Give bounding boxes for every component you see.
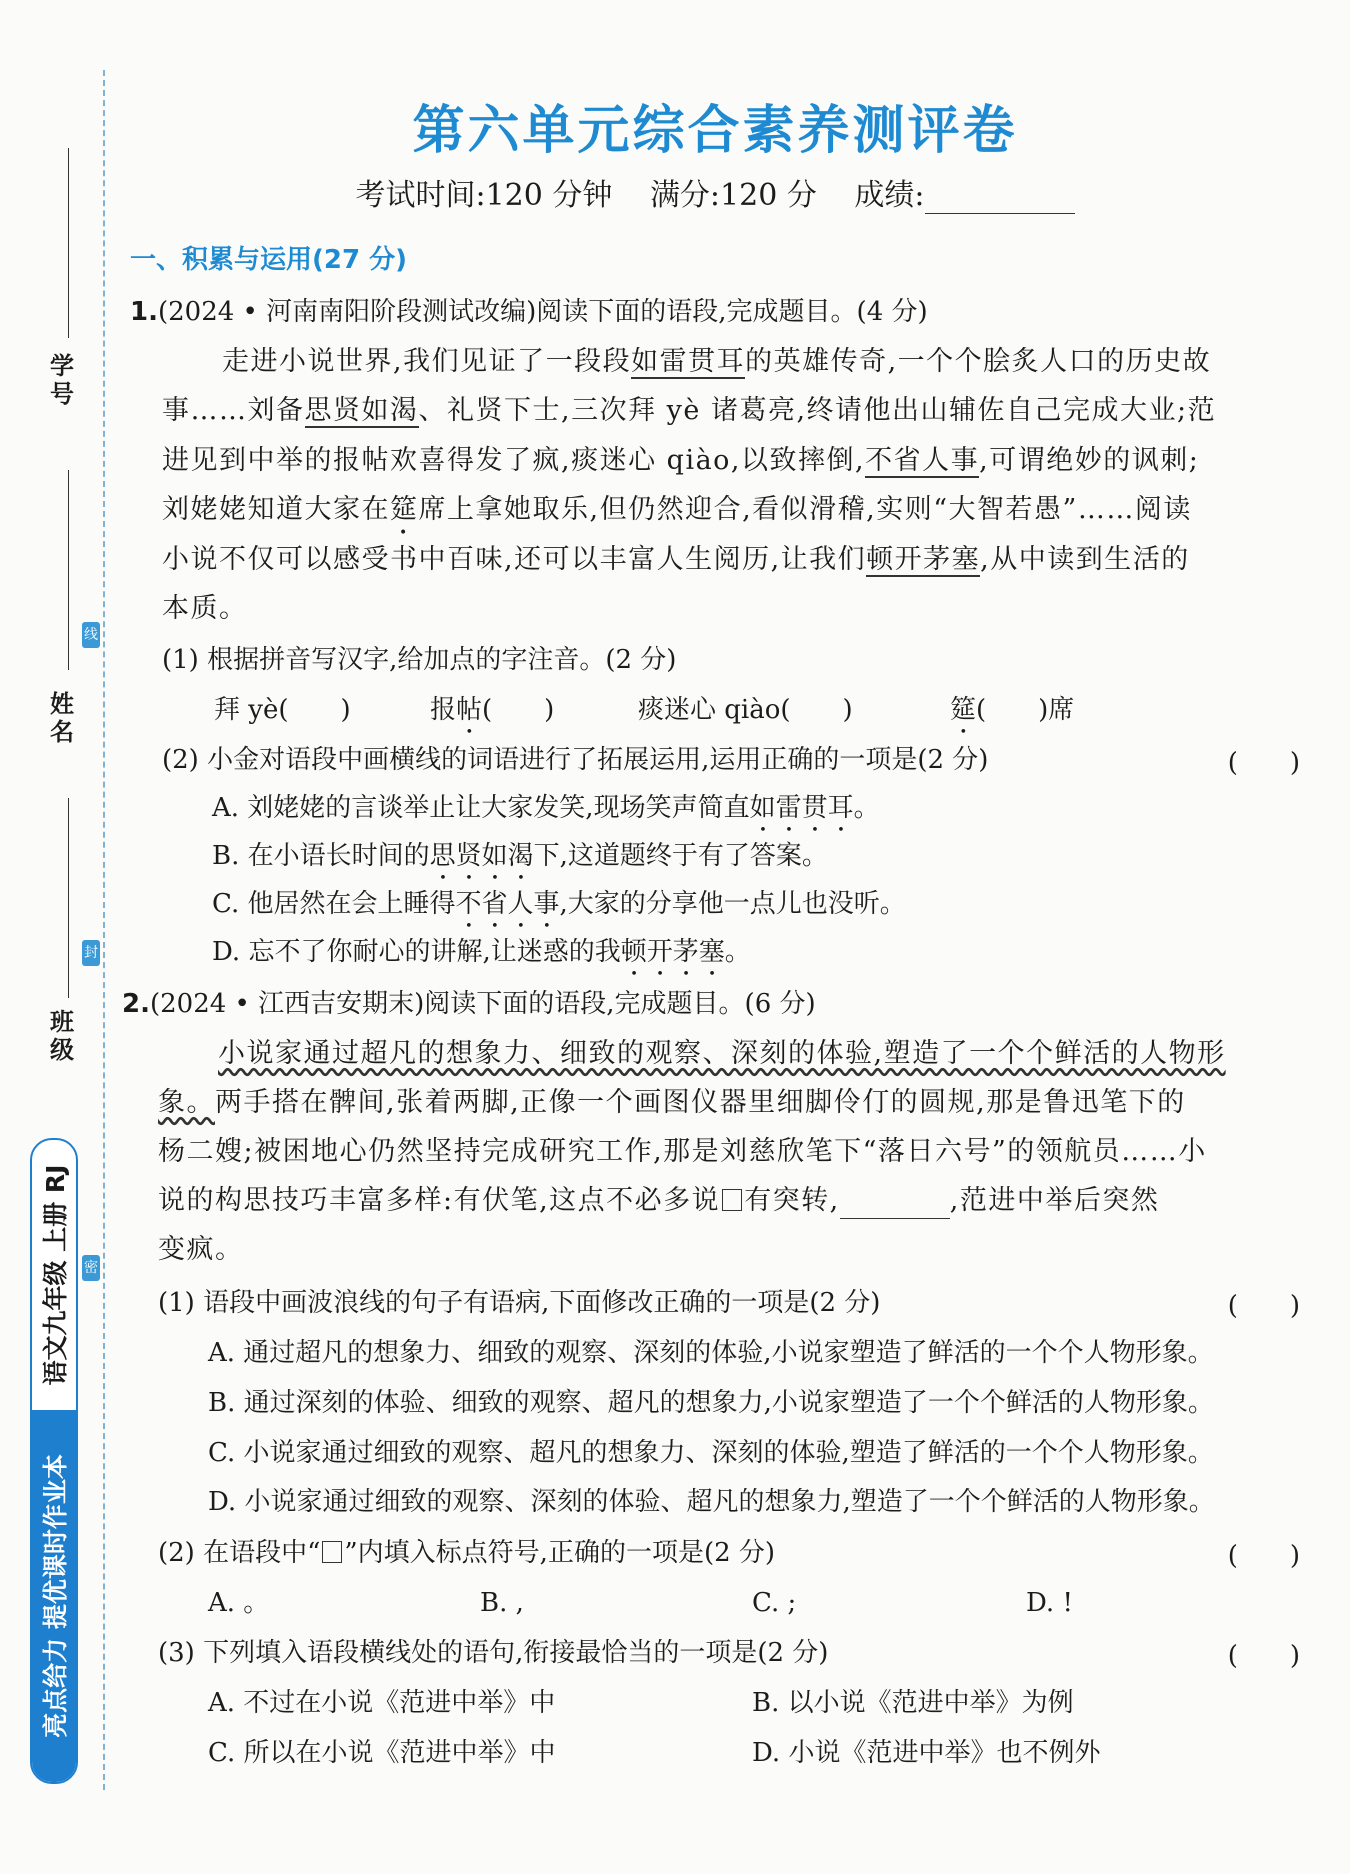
option-b[interactable]	[212, 838, 828, 886]
spine-grade-text: 语文九年级 上册 RJ	[41, 1164, 70, 1386]
underlined-word: 如雷贯耳	[631, 346, 746, 377]
text: 事……刘备	[162, 395, 305, 426]
text: 报	[430, 695, 457, 725]
score-field[interactable]	[854, 178, 1074, 213]
option-d[interactable]: D. 小说《范进中举》也不例外	[752, 1738, 1101, 1768]
q2-sub2-stem	[158, 1535, 775, 1571]
text: ,从中读到生活的	[980, 544, 1190, 575]
text: 。	[853, 793, 880, 823]
option-b[interactable]: B. 以小说《范进中举》为例	[752, 1688, 1074, 1718]
name-line	[68, 470, 69, 670]
text: ,大家的分享他一点儿也没听。	[559, 889, 906, 919]
punctuation-box	[322, 1541, 342, 1563]
class-line	[68, 798, 69, 998]
text: D. 忘不了你耐心的讲解,让迷惑的我	[212, 937, 621, 967]
text: C. 他居然在会上睡得	[212, 889, 456, 919]
spine-brand-text: 亮点给力 提优课时作业本	[41, 1454, 70, 1738]
text: B. 在小语长时间的	[212, 841, 430, 871]
q1-passage-line: 本质。	[162, 593, 248, 624]
q1-sub1-item[interactable]	[430, 692, 554, 740]
answer-paren[interactable]: ( )	[1227, 1291, 1300, 1321]
text: 刘姥姥知道大家在	[162, 494, 390, 525]
fill-blank[interactable]	[840, 1192, 950, 1219]
option-d[interactable]: D. 小说家通过细致的观察、深刻的体验、超凡的想象力,塑造了一个个鲜活的人物形象。	[208, 1487, 1215, 1517]
q2-passage-line: 杨二嫂;被困地心仍然坚持完成研究工作,那是刘慈欣笔下“落日六号”的领航员……小	[158, 1136, 1207, 1167]
text: ( )	[482, 695, 555, 725]
text: 两手搭在髀间,张着两脚,正像一个画图仪器里细脚伶仃的圆规,那是鲁迅笔下的	[215, 1087, 1186, 1118]
option-c[interactable]: C. 所以在小说《范进中举》中	[208, 1738, 556, 1768]
student-id-label: 学号	[50, 352, 74, 408]
text: 下,这道题终于有了答案。	[533, 841, 828, 871]
text: 说的构思技巧丰富多样:有伏笔,这点不必多说	[158, 1185, 721, 1216]
option-a[interactable]: A. 不过在小说《范进中举》中	[208, 1688, 556, 1718]
q2-passage-line	[158, 1183, 1159, 1219]
class-label: 班级	[50, 1008, 74, 1064]
text: ,可谓绝妙的讽刺;	[979, 445, 1200, 476]
text: 的英雄传奇,一个个脍炙人口的历史故	[745, 346, 1212, 377]
option-d[interactable]	[212, 934, 751, 982]
dense-mark: 密	[82, 1255, 100, 1281]
text: ,范进中举后突然	[949, 1185, 1160, 1216]
wavy-sentence: 小说家通过超凡的想象力、细致的观察、深刻的体验,塑造了一个个鲜活的人物形	[218, 1038, 1226, 1069]
q2-passage-line: 变疯。	[158, 1234, 244, 1265]
underlined-word: 思贤如渴	[304, 395, 419, 426]
q1-passage-line	[162, 492, 1192, 541]
name-label: 姓名	[50, 690, 74, 746]
dotted-char: 筵	[950, 695, 977, 725]
dotted-word: 如雷贯耳	[749, 793, 854, 823]
q1-number: 1.	[130, 297, 158, 327]
q1-passage-line	[222, 344, 1211, 380]
q1-sub1-stem: (1) 根据拼音写汉字,给加点的字注音。(2 分)	[162, 645, 677, 675]
option-c[interactable]: C. ;	[752, 1588, 797, 1618]
answer-paren[interactable]: ( )	[1227, 748, 1300, 778]
q1-passage-line	[162, 393, 1216, 429]
q2-sub3-stem: (3) 下列填入语段横线处的语句,衔接最恰当的一项是(2 分)	[158, 1638, 829, 1668]
option-a[interactable]: A. 。	[208, 1588, 270, 1618]
underlined-word: 顿开茅塞	[866, 544, 981, 575]
text: 进见到中举的报帖欢喜得发了疯,痰迷心 qiào,以致摔倒,	[162, 445, 866, 476]
q2-intro: (2024 • 江西吉安期末)阅读下面的语段,完成题目。(6 分)	[149, 989, 816, 1019]
exam-info	[130, 170, 1300, 214]
line-mark: 线	[82, 622, 100, 648]
book-spine-label	[30, 1138, 78, 1784]
q1-sub1-item[interactable]	[950, 692, 1074, 740]
q2-header	[122, 986, 816, 1022]
binding-dashed-line	[103, 70, 105, 1790]
dotted-char: 帖	[456, 695, 483, 725]
text: ( )席	[976, 695, 1075, 725]
dotted-char: 筵	[390, 494, 419, 525]
option-a[interactable]	[212, 790, 880, 838]
section-title: 一、积累与运用(27 分)	[130, 245, 407, 275]
q1-sub1-item[interactable]: 痰迷心 qiào( )	[638, 695, 853, 725]
wavy-sentence: 象。	[158, 1087, 215, 1118]
option-c[interactable]: C. 小说家通过细致的观察、超凡的想象力、深刻的体验,塑造了鲜活的一个个人物形象。	[208, 1438, 1214, 1468]
q1-sub1-item[interactable]: 拜 yè( )	[214, 695, 351, 725]
exam-time: 考试时间:120 分钟	[355, 178, 613, 213]
q2-sub1-stem: (1) 语段中画波浪线的句子有语病,下面修改正确的一项是(2 分)	[158, 1288, 881, 1318]
full-score: 满分:120 分	[649, 178, 817, 213]
answer-paren[interactable]: ( )	[1227, 1641, 1300, 1671]
q1-passage-line	[162, 542, 1190, 578]
q1-passage-line	[162, 443, 1199, 479]
option-c[interactable]	[212, 886, 906, 934]
page-title: 第六单元综合素养测评卷	[412, 101, 1018, 161]
dotted-word: 顿开茅塞	[620, 937, 725, 967]
text: 小说不仅可以感受书中百味,还可以丰富人生阅历,让我们	[162, 544, 867, 575]
text: ”内填入标点符号,正确的一项是(2 分)	[344, 1538, 776, 1568]
text: 席上拿她取乐,但仍然迎合,看似滑稽,实则“大智若愚”……阅读	[418, 494, 1192, 525]
q1-header	[130, 294, 928, 330]
q2-passage-line	[158, 1085, 1186, 1121]
text: 。	[724, 937, 751, 967]
text: 有突转,	[744, 1185, 840, 1216]
answer-paren[interactable]: ( )	[1227, 1541, 1300, 1571]
text: A. 刘姥姥的言谈举止让大家发笑,现场笑声简直	[212, 793, 750, 823]
q2-passage-line	[218, 1036, 1226, 1072]
score-blank[interactable]	[925, 187, 1075, 214]
underlined-word: 不省人事	[865, 445, 980, 476]
dotted-word: 不省人事	[455, 889, 560, 919]
text: (2) 在语段中“	[158, 1538, 321, 1568]
text: 走进小说世界,我们见证了一段段	[222, 346, 632, 377]
q1-intro: (2024 • 河南南阳阶段测试改编)阅读下面的语段,完成题目。(4 分)	[157, 297, 928, 327]
dotted-word: 思贤如渴	[429, 841, 534, 871]
text: 、礼贤下士,三次拜 yè 诸葛亮,终请他出山辅佐自己完成大业;范	[418, 395, 1217, 426]
punctuation-box[interactable]	[722, 1189, 742, 1211]
seal-mark: 封	[82, 940, 100, 966]
option-b[interactable]: B. ,	[480, 1588, 524, 1618]
option-b[interactable]: B. 通过深刻的体验、细致的观察、超凡的想象力,小说家塑造了一个个鲜活的人物形象。	[208, 1388, 1214, 1418]
score-label: 成绩:	[854, 178, 925, 213]
option-d[interactable]: D. !	[1026, 1588, 1073, 1618]
q2-number: 2.	[122, 989, 150, 1019]
student-id-line	[68, 148, 69, 338]
q1-sub2-stem: (2) 小金对语段中画横线的词语进行了拓展运用,运用正确的一项是(2 分)	[162, 745, 989, 775]
option-a[interactable]: A. 通过超凡的想象力、细致的观察、深刻的体验,小说家塑造了鲜活的一个个人物形象。	[208, 1338, 1214, 1368]
